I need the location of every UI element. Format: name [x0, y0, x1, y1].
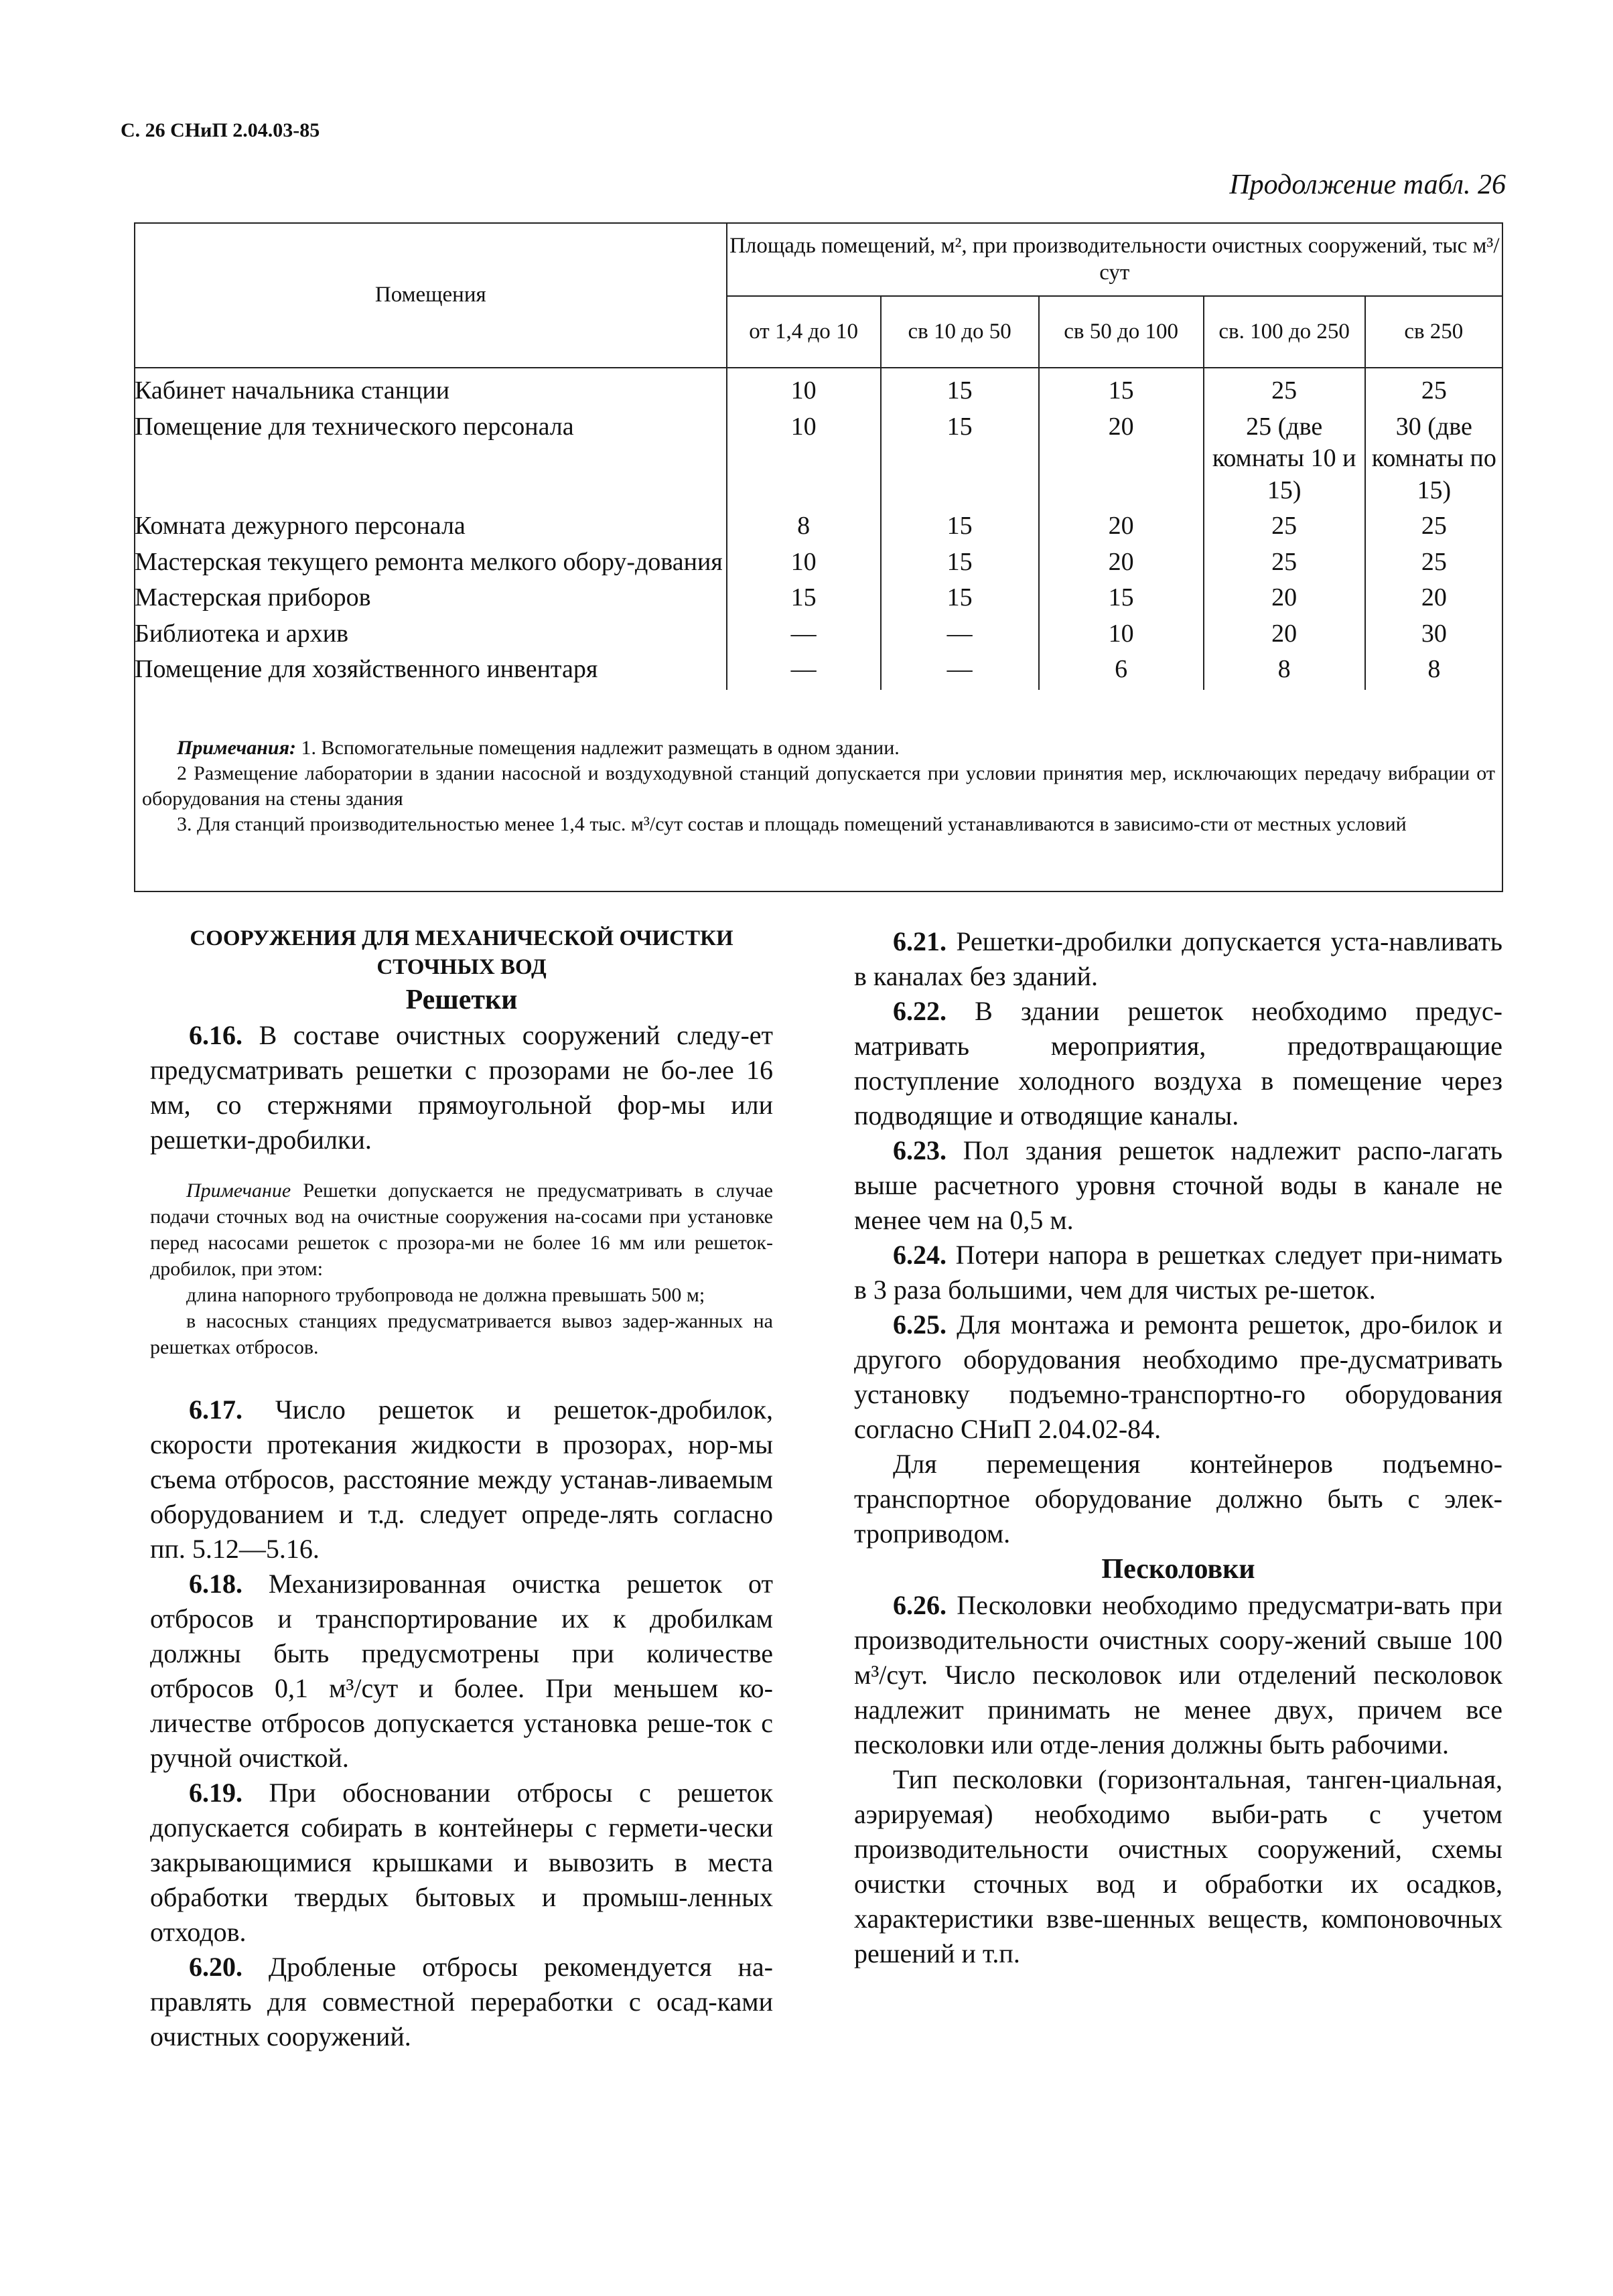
paragraph-6-24: 6.24. Потери напора в решетках следует при-нимать в 3 раза большими, чем для чистых ре-шеток.: [854, 1240, 1502, 1305]
paragraph-6-26: 6.26. Песколовки необходимо предусматри-вать при производительности очистных соору-жений свыше 100 м³/сут. Число песколовок или отделений песколовок надлежит принимать не менее двух, причем все песколовки или отде-ления должны быть рабочими.: [854, 1589, 1502, 1760]
col-header: св 250: [1365, 296, 1502, 368]
cell: 15: [1039, 582, 1204, 618]
paragraph-6-25-cont: Для перемещения контейнеров подъемно-транспортное оборудование должно быть с элек-троприводом.: [854, 1449, 1502, 1549]
clause-number: 6.16.: [189, 1020, 242, 1051]
clause-number: 6.25.: [893, 1309, 946, 1340]
cell: 25: [1204, 547, 1365, 583]
col-header: от 1,4 до 10: [727, 296, 881, 368]
paragraph-6-25: 6.25. Для монтажа и ремонта решеток, дро-билок и другого оборудования необходимо пре-дусматривать установку подъемно-транспортно-го оборудования согласно СНиП 2.04.02-84.: [854, 1309, 1502, 1444]
cell: —: [727, 618, 881, 654]
cell: 20: [1204, 582, 1365, 618]
clause-number: 6.23.: [893, 1135, 946, 1165]
paragraph-6-23: 6.23. Пол здания решеток надлежит распо-лагать выше расчетного уровня сточной воды в канале не менее чем на 0,5 м.: [854, 1135, 1502, 1235]
note-lead: Примечание: [186, 1179, 291, 1202]
cell: 25: [1421, 376, 1447, 405]
table-notes: [142, 735, 1495, 837]
cell: 8: [1427, 655, 1441, 683]
rooms-area-table: [134, 222, 1503, 690]
cell: 10: [727, 368, 881, 411]
row-name: Помещение для технического персонала: [135, 411, 727, 511]
cell: —: [881, 654, 1039, 690]
row-name: Кабинет начальника станции: [135, 368, 727, 411]
cell: —: [727, 654, 881, 690]
cell: 20: [1039, 411, 1204, 511]
section-title: СООРУЖЕНИЯ ДЛЯ МЕХАНИЧЕСКОЙ ОЧИСТКИ СТОЧНЫХ ВОД: [190, 926, 733, 979]
cell: 15: [881, 411, 1039, 511]
paragraph-6-19: 6.19. При обосновании отбросы с решеток допускается собирать в контейнеры с гермети-чески закрывающимися крышками и вывозить в места обработки твердых бытовых и промыш-ленных отходов.: [150, 1778, 773, 1948]
paragraph-6-22: 6.22. В здании решеток необходимо предус-матривать мероприятия, предотвращающие поступление холодного воздуха в помещение через подводящие и отводящие каналы.: [854, 996, 1502, 1131]
col-header: св 10 до 50: [881, 296, 1039, 368]
col-header-group: Площадь помещений, м², при производительности очистных сооружений, тыс м³/сут: [727, 223, 1502, 296]
table-caption: Продолжение табл. 26: [1229, 169, 1506, 200]
paragraph-6-16: 6.16. В составе очистных сооружений следу-ет предусматривать решетки с прозорами не бо-лее 16 мм, со стержнями прямоугольной фор-мы или решетки-дробилки.: [150, 1020, 773, 1155]
table-row: [135, 547, 1502, 583]
cell: 20: [1039, 510, 1204, 547]
paragraph-6-17: 6.17. Число решеток и решеток-дробилок, скорости протекания жидкости в прозорах, нор-мы съема отбросов, расстояние между устанав-ливаемым оборудованием и т.д. следует опреде-лять согласно пп. 5.12—5.16.: [150, 1394, 773, 1565]
cell: 30 (две комнаты по 15): [1371, 412, 1496, 504]
clause-number: 6.20.: [189, 1952, 242, 1983]
cell: 15: [881, 368, 1039, 411]
table-row: [135, 368, 1502, 411]
cell: 30: [1421, 619, 1447, 648]
clause-number: 6.24.: [893, 1240, 946, 1270]
cell: 25: [1421, 512, 1447, 540]
clause-number: 6.26.: [893, 1589, 946, 1620]
col-header-rooms: Помещения: [135, 223, 727, 368]
cell: 15: [881, 582, 1039, 618]
row-name: Библиотека и архив: [135, 618, 727, 654]
cell: 20: [1421, 583, 1447, 612]
cell: 15: [727, 582, 881, 618]
clause-number: 6.19.: [189, 1778, 242, 1808]
cell: 10: [727, 411, 881, 511]
row-name: Комната дежурного персонала: [135, 510, 727, 547]
right-column: [854, 924, 1502, 1971]
paragraph-6-18: 6.18. Механизированная очистка решеток от отбросов и транспортирование их к дробилкам должны быть предусмотрены при количестве отбросов 0,1 м³/сут и более. При меньшем ко-личестве отбросов допускается установка реше-ток с ручной очисткой.: [150, 1569, 773, 1774]
col-header: св. 100 до 250: [1204, 296, 1365, 368]
page-header: С. 26 СНиП 2.04.03-85: [121, 119, 320, 141]
cell: 10: [1039, 618, 1204, 654]
subsection-heading: Песколовки: [1101, 1554, 1255, 1585]
cell: 25: [1204, 510, 1365, 547]
cell: 25 (две комнаты 10 и 15): [1204, 411, 1365, 511]
paragraph-6-20: 6.20. Дробленые отбросы рекомендуется на-правлять для совместной переработки с осад-ками очистных сооружений.: [150, 1952, 773, 2052]
paragraph-6-26-cont: Тип песколовки (горизонтальная, танген-циальная, аэрируемая) необходимо выби-рать с учетом производительности очистных сооружений, схемы очистки сточных вод и обработки их осадков, характеристики взве-шенных веществ, компоновочных решений и т.п.: [854, 1764, 1502, 1968]
note-3: 3. Для станций производительностью менее 1,4 тыс. м³/сут состав и площадь помещений устанавливаются в зависимо-сти от местных условий: [177, 813, 1407, 836]
cell: 10: [727, 547, 881, 583]
cell: 8: [727, 510, 881, 547]
table-row: [135, 510, 1502, 547]
cell: —: [881, 618, 1039, 654]
cell: 15: [881, 547, 1039, 583]
notes-lead: Примечания:: [177, 737, 297, 759]
row-name: Помещение для хозяйственного инвентаря: [135, 654, 727, 690]
subsection-heading: Решетки: [405, 984, 518, 1015]
cell: 25: [1204, 368, 1365, 411]
table-row: [135, 618, 1502, 654]
note-2: 2 Размещение лаборатории в здании насосной и воздуходувной станций допускается при условии принятия мер, исключающих передачу вибрации от оборудования на стены здания: [142, 762, 1495, 810]
table-row: [135, 582, 1502, 618]
cell: 15: [881, 510, 1039, 547]
col-header: св 50 до 100: [1039, 296, 1204, 368]
table-row: [135, 411, 1502, 511]
clause-number: 6.21.: [893, 926, 946, 956]
cell: 15: [1039, 368, 1204, 411]
cell: 25: [1421, 547, 1447, 576]
cell: 8: [1204, 654, 1365, 690]
left-column: [150, 924, 773, 2054]
table-row: [135, 654, 1502, 690]
note-item: длина напорного трубопровода не должна превышать 500 м;: [186, 1284, 705, 1307]
note-block: Примечание Решетки допускается не предусматривать в случае подачи сточных вод на очистные сооружения на-сосами при установке перед насосами решеток с прозора-ми не более 16 мм или решеток-дробилок, при этом: длина напорного трубопровода не должна превышать 500 м; в насосных станциях предусматривается вывоз задер-жанных на решетках отбросов.: [150, 1177, 773, 1360]
clause-number: 6.17.: [189, 1394, 242, 1425]
cell: 6: [1039, 654, 1204, 690]
clause-number: 6.18.: [189, 1569, 242, 1599]
cell: 20: [1204, 618, 1365, 654]
row-name: Мастерская приборов: [135, 582, 727, 618]
row-name: Мастерская текущего ремонта мелкого обору-дования: [135, 547, 727, 583]
paragraph-6-21: 6.21. Решетки-дробилки допускается уста-навливать в каналах без зданий.: [854, 926, 1502, 991]
cell: 20: [1039, 547, 1204, 583]
clause-number: 6.22.: [893, 996, 946, 1026]
note-1: 1. Вспомогательные помещения надлежит размещать в одном здании.: [296, 737, 900, 759]
note-item: в насосных станциях предусматривается вывоз задер-жанных на решетках отбросов.: [150, 1310, 773, 1359]
